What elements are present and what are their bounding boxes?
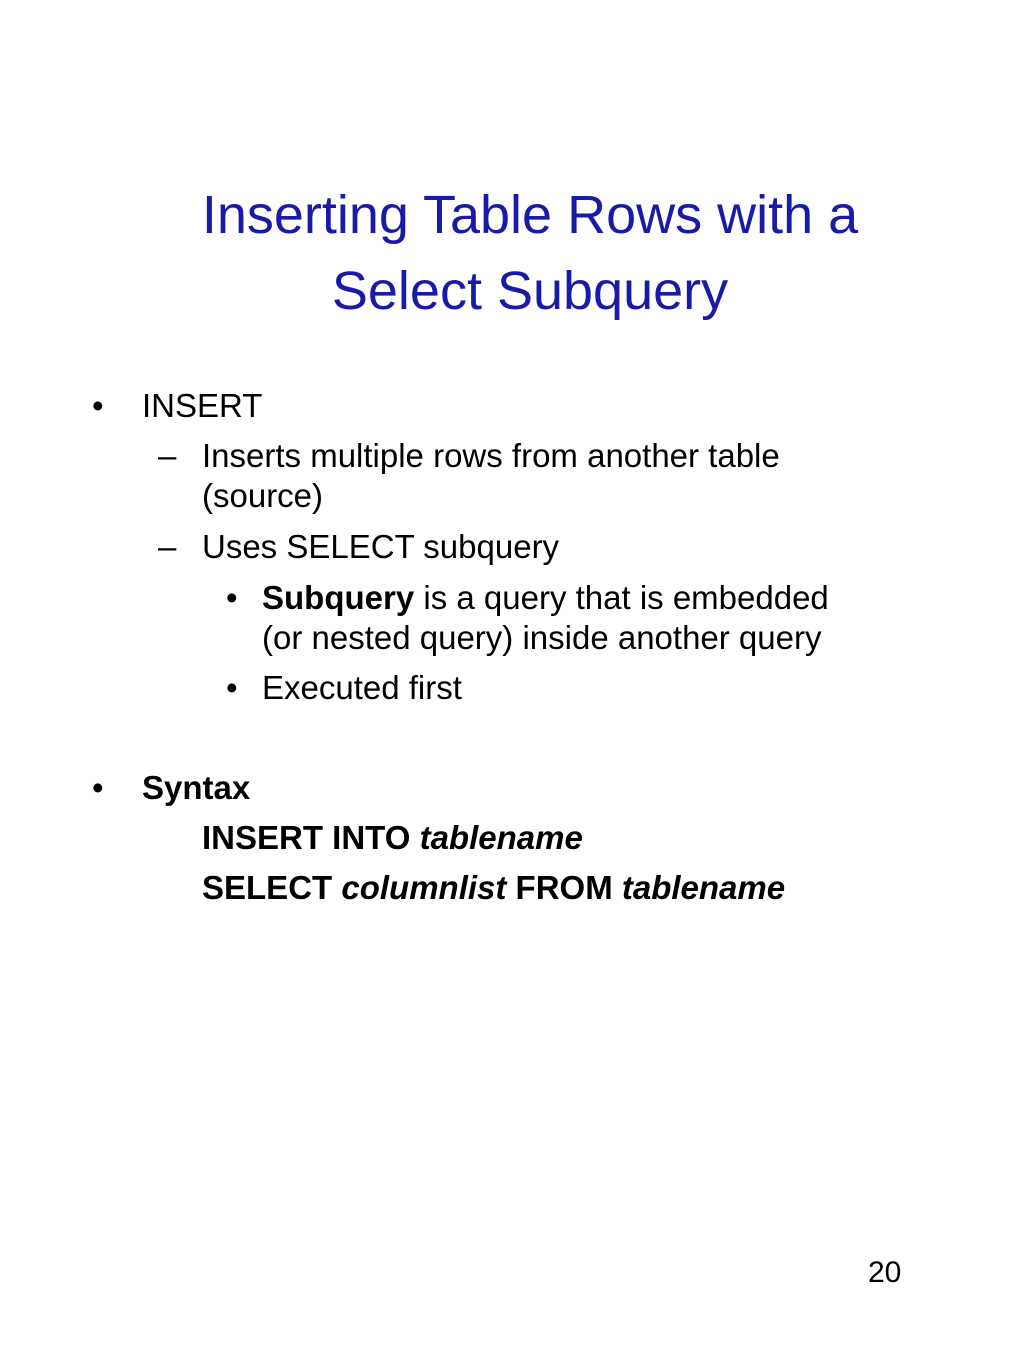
slide-title-line-2: Select Subquery <box>331 261 729 321</box>
syntax-insert-into: INSERT INTO <box>202 819 420 856</box>
bullet-insert: INSERT <box>142 387 263 424</box>
sub-bullet-uses-select: Uses SELECT subquery <box>202 528 560 565</box>
subquery-definition-line-2: (or nested query) inside another query <box>262 619 822 656</box>
bullet-marker: • <box>226 669 238 706</box>
syntax-tablename-2: tablename <box>621 869 786 906</box>
subquery-definition-line-1 <box>262 578 829 618</box>
syntax-line-1 <box>202 818 583 858</box>
slide-title-line-1: Inserting Table Rows with a <box>201 185 859 245</box>
syntax-label: Syntax <box>142 769 251 806</box>
bullet-marker: • <box>92 387 104 424</box>
syntax-columnlist: columnlist <box>341 869 507 906</box>
syntax-select: SELECT <box>202 869 342 906</box>
syntax-from: FROM <box>506 869 622 906</box>
page-number: 20 <box>868 1256 902 1289</box>
syntax-tablename: tablename <box>419 819 583 856</box>
dash-marker: – <box>158 528 177 565</box>
executed-first: Executed first <box>262 669 462 706</box>
dash-marker: – <box>158 437 177 474</box>
subquery-term: Subquery <box>262 579 415 616</box>
bullet-syntax <box>142 768 250 808</box>
sub-bullet-inserts-multiple-line-1: Inserts multiple rows from another table <box>202 437 780 474</box>
bullet-marker: • <box>226 579 238 616</box>
bullet-marker: • <box>92 769 104 806</box>
syntax-line-2 <box>202 868 785 908</box>
subquery-definition-text: is a query that is embedded <box>414 579 829 616</box>
sub-bullet-inserts-multiple-line-2: (source) <box>202 477 324 514</box>
